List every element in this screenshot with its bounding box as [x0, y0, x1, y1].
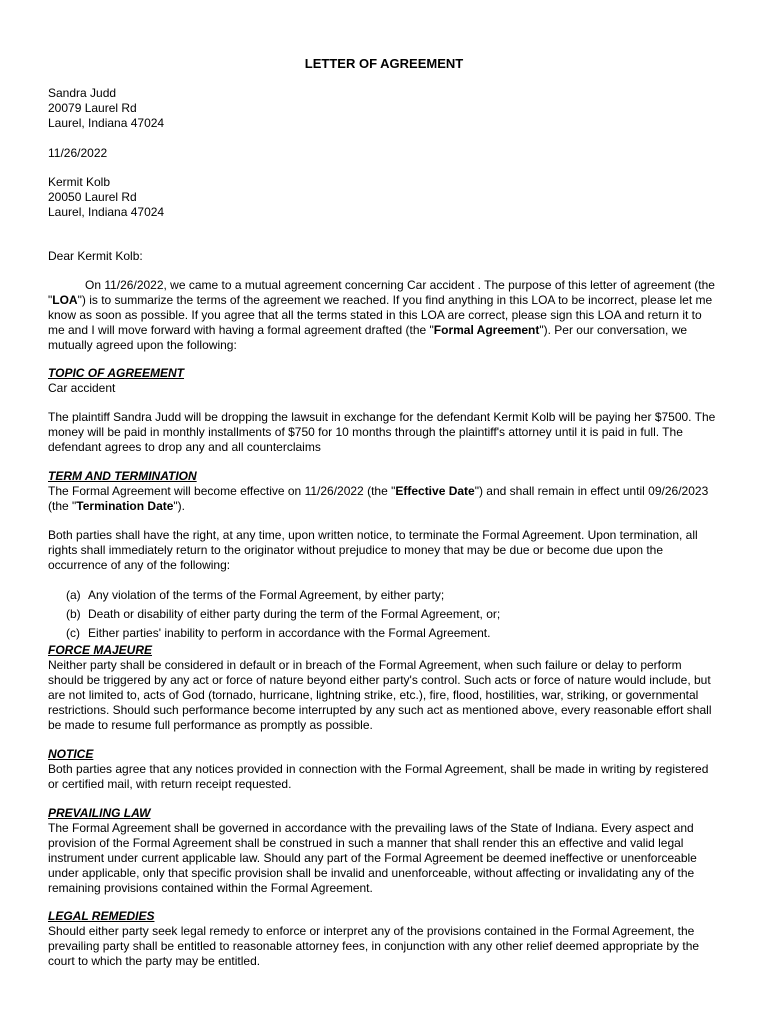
topic-section: [48, 366, 720, 396]
intro-paragraph: [48, 278, 720, 353]
notice-section: [48, 747, 720, 792]
force-majeure-body: Neither party shall be considered in default or in breach of the Formal Agreement, when such failure or delay to perform should be triggered by any act or force of nature beyond either party's control. Such acts or force of nature would include, but are not limited to, acts of God (tornado, hurricane, lightning strike, etc.), fire, flood, hostilities, war, striking, or governmental restrictions. Should such performance become interrupted by any such act as mentioned above, every reasonable effort shall be made to resume full performance as promptly as possible.: [48, 658, 712, 732]
legal-remedies-heading: LEGAL REMEDIES: [48, 909, 155, 923]
force-majeure-heading: FORCE MAJEURE: [48, 643, 153, 657]
termination-body: Both parties shall have the right, at any time, upon written notice, to terminate the Formal Agreement. Upon termination, all rights shall immediately return to the originator without prejudice to money that may be due or become due upon the occurrence of any of the following:: [48, 528, 698, 572]
term-dates-paragraph: [48, 484, 720, 514]
list-item-text: Death or disability of either party during the term of the Formal Agreement, or;: [88, 607, 501, 621]
document-title: LETTER OF AGREEMENT: [304, 56, 464, 71]
list-item: [66, 588, 726, 603]
recipient-street: 20050 Laurel Rd: [48, 190, 137, 204]
sender-name: Sandra Judd: [48, 86, 117, 100]
list-item: [66, 607, 726, 622]
list-item-label: (c): [66, 626, 80, 640]
loa-term: LOA: [52, 293, 78, 307]
prevailing-law-heading: PREVAILING LAW: [48, 806, 151, 820]
term-text-1: The Formal Agreement will become effective on 11/26/2022 (the ": [48, 484, 396, 498]
sender-address: [48, 86, 720, 131]
list-item-text: Any violation of the terms of the Formal Agreement, by either party;: [88, 588, 445, 602]
term-text-2: ") and shall remain in effect until 09/26/2023 (the ": [48, 484, 709, 513]
term-text-3: ").: [173, 499, 185, 513]
term-section: [48, 469, 720, 514]
force-majeure-section: [48, 643, 720, 733]
intro-text-1: On 11/26/2022, we came to a mutual agreement concerning Car accident . The purpose of this letter of agreement (the ": [48, 278, 715, 307]
recipient-city: Laurel, Indiana 47024: [48, 205, 165, 219]
term-heading: TERM AND TERMINATION: [48, 469, 197, 483]
list-item-text: Either parties' inability to perform in accordance with the Formal Agreement.: [88, 626, 491, 640]
legal-remedies-section: [48, 909, 720, 969]
prevailing-law-section: [48, 806, 720, 896]
salutation: Dear Kermit Kolb:: [48, 249, 143, 263]
recipient-name: Kermit Kolb: [48, 175, 111, 189]
intro-text-2: ") is to summarize the terms of the agreement we reached. If you find anything in this LOA to be incorrect, please let me know as soon as possible. If you agree that all the terms stated in this LOA are correct, please sign this LOA and return it to me and I will move forward with having a formal agreement drafted (the ": [48, 293, 713, 337]
sender-street: 20079 Laurel Rd: [48, 101, 137, 115]
prevailing-law-body: The Formal Agreement shall be governed in accordance with the prevailing laws of the State of Indiana. Every aspect and provision of the Formal Agreement shall be construed in such a manner that shall render this an effective and valid legal instrument under current applicable law. Should any part of the Formal Agreement be deemed ineffective or unenforceable under applicable, only that specific provision shall be invalid and unenforceable, without affecting or invalidating any of the remaining provisions contained within the Formal Agreement.: [48, 821, 697, 895]
intro-text-3: "). Per our conversation, we mutually agreed upon the following:: [48, 323, 688, 352]
list-item-label: (a): [66, 588, 81, 602]
topic-heading: TOPIC OF AGREEMENT: [48, 366, 185, 380]
effective-date-term: Effective Date: [395, 484, 475, 498]
notice-heading: NOTICE: [48, 747, 94, 761]
letter-date: 11/26/2022: [48, 146, 108, 160]
notice-body: Both parties agree that any notices provided in connection with the Formal Agreement, shall be made in writing by registered or certified mail, with return receipt requested.: [48, 762, 709, 791]
termination-date-term: Termination Date: [76, 499, 174, 513]
list-item: [66, 626, 726, 641]
recipient-address: [48, 175, 720, 220]
sender-city: Laurel, Indiana 47024: [48, 116, 165, 130]
legal-remedies-body: Should either party seek legal remedy to enforce or interpret any of the provisions contained in the Formal Agreement, the prevailing party shall be entitled to reasonable attorney fees, in conjunction with any other relief deemed appropriate by the court to which the party may be entitled.: [48, 924, 700, 968]
topic-body: The plaintiff Sandra Judd will be dropping the lawsuit in exchange for the defendant Kermit Kolb will be paying her $7500. The money will be paid in monthly installments of $750 for 10 months through the plaintiff's attorney until it is paid in full. The defendant agrees to drop any and all counterclaims: [48, 410, 716, 454]
topic-subject: Car accident: [48, 381, 116, 395]
list-item-label: (b): [66, 607, 81, 621]
formal-agreement-term: Formal Agreement: [433, 323, 540, 337]
